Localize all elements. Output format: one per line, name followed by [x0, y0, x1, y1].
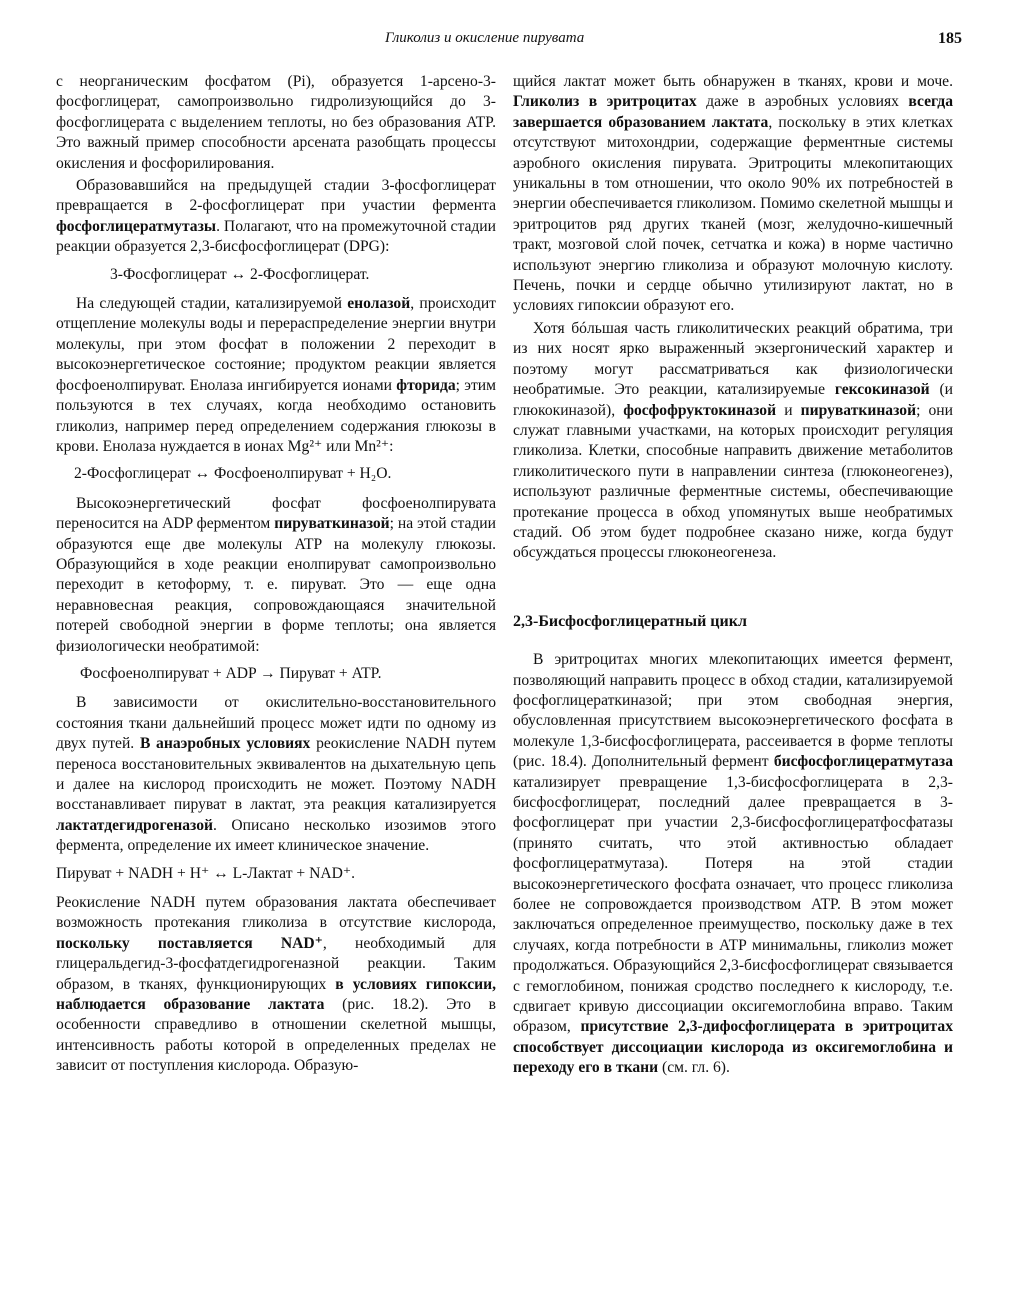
enzyme-term: пируваткиназой: [274, 515, 390, 533]
emphasis-term: В анаэробных условиях: [139, 735, 311, 753]
enzyme-term: бисфосфоглицератмутаза: [773, 753, 953, 771]
paragraph: В зависимости от окислительно-восстановительного состояния ткани дальнейший процесс может идти по одному из двух путей. В анаэробных условиях реокисление NADH путем переноса восстановительных эквивалентов на дыхательную цепь и далее на кислород происходить не может. Поэтому NADH восстанавливает пируват в лактат, эта реакция катализируется лактатдегидрогеназой. Описано несколько изозимов этого фермента, определение их имеет клиническое значение.: [56, 694, 496, 855]
emphasis-term: всегда завершается образованием лактата: [513, 93, 953, 131]
inhibitor-term: фторида: [396, 376, 456, 394]
enzyme-term: гексокиназой: [834, 381, 930, 399]
emphasis-term: в условиях гипоксии, наблюдается образование лактата: [56, 975, 496, 1014]
reaction-equation: 2-Фосфоглицерат ↔ Фосфоенолпируват + H₂O.: [74, 465, 392, 483]
paragraph: В эритроцитах многих млекопитающих имеется фермент, позволяющий направить процесс в обход стадии, катализируемой фосфоглицераткиназой; при этом свободная энергия, обусловленная присутствием высокоэнергетического фосфата в молекуле 1,3-бисфосфоглицерата, рассеивается в форме теплоты (рис. 18.4). Дополнительный фермент бисфосфоглицератмутаза катализирует превращение 1,3-бисфосфоглицерата в 2,3-бисфосфоглицерат, последний далее превращается в 3-фосфоглицерат при участии 2,3-бисфосфоглицератфосфатазы (принято считать, что этой активностью обладает фосфоглицератмутаза). Потеря на этой стадии высокоэнергетического фосфата означает, что процесс гликолиза более не сопровождается производством ATP. В этом может заключаться определенное преимущество, поскольку даже в тех случаях, когда потребности в ATP минимальны, гликолиз может продолжаться. Образующийся 2,3-бисфосфоглицерат связывается с гемоглобином, понижая сродство последнего к кислороду, т.е. сдвигает кривую диссоциации оксигемоглобина вправо. Таким образом, присутствие 2,3-дифосфоглицерата в эритроцитах способствует диссоциации кислорода из оксигемоглобина и переходу его в ткани (см. гл. 6).: [513, 651, 953, 1077]
paragraph: На следующей стадии, катализируемой енолазой, происходит отщепление молекулы воды и перераспределение энергии внутри молекулы, при этом фосфат в положении 2 переходит в высокоэнергетическое состояние; продуктом реакции является фосфоенолпируват. Енолаза ингибируется ионами фторида; этим пользуются в тех случаях, когда необходимо остановить гликолиз, например перед определением содержания глюкозы в крови. Енолаза нуждается в ионах Mg²⁺ или Mn²⁺:: [56, 295, 496, 455]
emphasis-term: Гликолиз в эритроцитах: [513, 93, 697, 111]
running-title: Гликолиз и окисление пирувата: [385, 30, 585, 46]
enzyme-term: енолазой: [347, 295, 411, 313]
paragraph: Высокоэнергетический фосфат фосфоенолпирувата переносится на ADP ферментом пируваткиназой; на этой стадии образуются еще две молекулы ATP на молекулу глюкозы. Образующийся в ходе реакции енолпируват самопроизвольно переходит в кетоформу, т. е. пируват. Это — еще одна неравновесная реакция, сопровождающаяся значительной потерей свободной энергии в форме теплоты; она является физиологически необратимой:: [56, 494, 496, 655]
section-heading: 2,3-Бисфосфоглицератный цикл: [513, 612, 747, 630]
enzyme-term: пируваткиназой: [800, 401, 917, 419]
reaction-equation: 3-Фосфоглицерат ↔ 2-Фосфоглицерат.: [110, 265, 370, 283]
paragraph: Образовавшийся на предыдущей стадии 3-фосфоглицерат превращается в 2-фосфоглицерат при участии фермента фосфоглицератмутазы. Полагают, что на промежуточной стадии реакции образуется 2,3-бисфосфоглицерат (DPG):: [56, 177, 496, 256]
page-number: 185: [938, 30, 962, 47]
paragraph: Хотя бóльшая часть гликолитических реакций обратима, три из них носят ярко выраженный экзергонический характер и поэтому могут рассматриваться как физиологически необратимые. Это реакции, катализируемые гексокиназой (и глюкокиназой), фосфофруктокиназой и пируваткиназой; они служат главными участками, на которых происходит регуляция гликолиза. Клетки, способные направить движение метаболитов гликолитического пути в направлении синтеза (глюконеогенез), используют различные ферментные системы, обеспечивающие протекание процесса в обход упомянутых выше необратимых стадий. Об этом будет подробнее сказано ниже, когда будут обсуждаться процессы глюконеогенеза.: [513, 319, 953, 562]
paragraph: Реокисление NADH путем образования лактата обеспечивает возможность протекания гликолиза в отсутствие кислорода, поскольку поставляется NAD⁺, необходимый для глицеральдегид-3-фосфатдегидрогеназной реакции. Таким образом, в тканях, функционирующих в условиях гипоксии, наблюдается образование лактата (рис. 18.2). Это в особенности справедливо в отношении скелетной мышцы, интенсивность работы которой в определенных пределах не зависит от поступления кислорода. Образую-: [56, 894, 496, 1075]
enzyme-term: фосфофруктокиназой: [623, 401, 777, 419]
emphasis-term: поскольку поставляется NAD⁺: [56, 934, 323, 952]
paragraph: щийся лактат может быть обнаружен в тканях, крови и моче. Гликолиз в эритроцитах даже в аэробных условиях всегда завершается образованием лактата, поскольку в этих клетках отсутствуют митохондрии, содержащие ферментные системы аэробного окисления пирувата. Эритроциты млекопитающих уникальны в том отношении, что около 90% их потребностей в энергии обеспечивается гликолизом. Помимо скелетной мышцы и эритроцитов ряд других тканей (мозг, желудочно-кишечный тракт, мозговой слой почек, сетчатка и кожа) в норме частично используют энергию гликолиза и образуют молочную кислоту. Печень, почки и сердце обычно утилизируют лактат, но в условиях гипоксии образуют его.: [513, 73, 954, 315]
reaction-equation: Пируват + NADH + H⁺ ↔ L-Лактат + NAD⁺.: [56, 864, 356, 882]
enzyme-term: лактатдегидрогеназой: [56, 816, 213, 834]
paragraph: с неорганическим фосфатом (Pi), образуется 1-арсено-3-фосфоглицерат, самопроизвольно гидролизующийся до 3-фосфоглицерата с выделением теплоты, но без образования ATP. Это важный пример способности арсената разобщать процессы окисления и фосфорилирования.: [56, 73, 496, 172]
emphasis-term: присутствие 2,3-дифосфоглицерата в эритроцитах способствует диссоциации кислорода из оксигемоглобина и переходу его в ткани: [513, 1018, 953, 1077]
right-column: [513, 72, 953, 1079]
reaction-equation: Фосфоенолпируват + ADP → Пируват + ATP.: [80, 664, 382, 682]
left-column: [56, 72, 496, 1077]
enzyme-term: фосфоглицератмутазы: [56, 217, 217, 235]
